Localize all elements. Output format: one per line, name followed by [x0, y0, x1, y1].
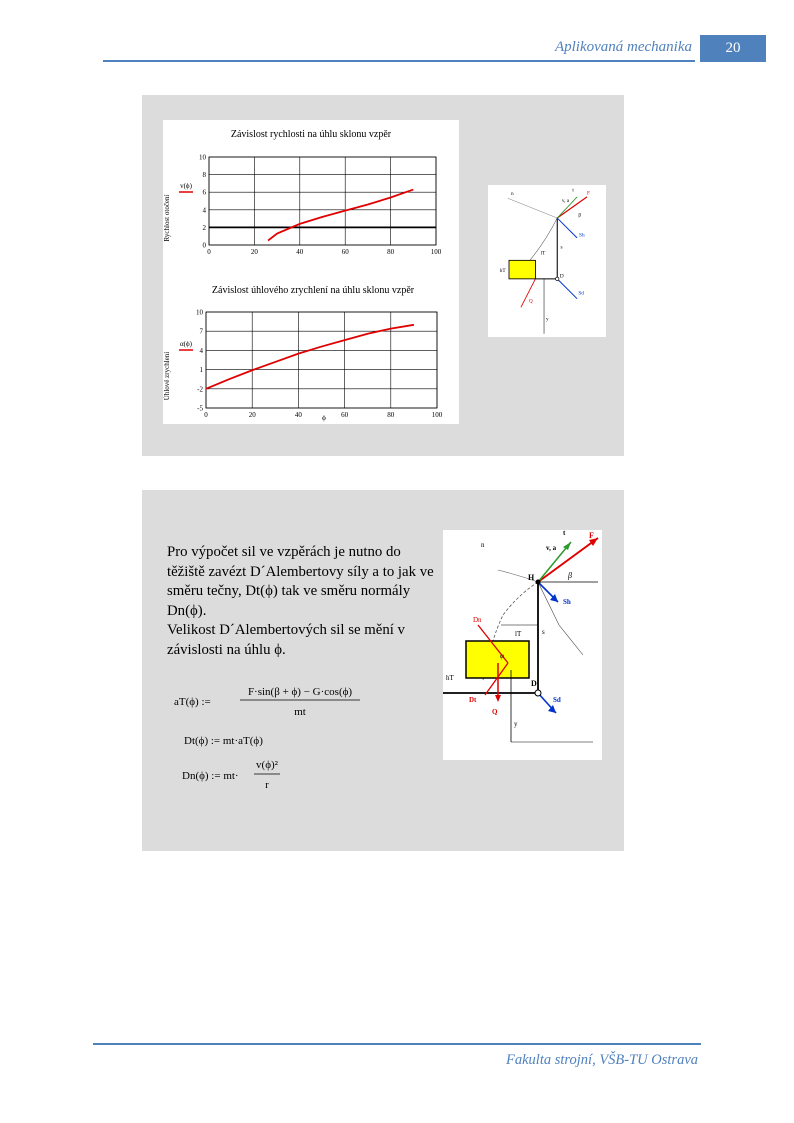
formula-Dn-denominator: r [265, 779, 269, 791]
charts-panel [163, 120, 459, 424]
mechanism-diagram-large [443, 530, 602, 760]
chart1-ytick: 4 [202, 206, 206, 215]
large-label-D: D [531, 679, 537, 688]
small-label-D: D [559, 273, 564, 280]
chart2-ytick: 1 [199, 366, 203, 375]
small-label-Q: Q [528, 298, 533, 305]
mechanism-small-svg [488, 185, 606, 337]
small-label-n: n [510, 190, 514, 197]
slide2-text [167, 543, 442, 661]
large-label-s: s [542, 628, 545, 636]
small-label-va: v, a [561, 198, 570, 205]
large-label-Q: Q [492, 708, 498, 716]
chart2-title: Závislost úhlového zrychlení na úhlu sklonu vzpěr [211, 285, 415, 296]
chart2-xtick: 40 [294, 411, 302, 419]
chart1-ylabel: Rychlost otočení [163, 194, 171, 242]
chart2-ylabel: Úhlové zrychlení [163, 351, 171, 401]
large-label-Dn-top: Dn [473, 616, 482, 624]
chart2-ytick: -5 [197, 404, 203, 413]
chart1-xtick: 0 [207, 248, 211, 256]
large-label-Sd: Sd [553, 696, 561, 704]
small-label-F: F [586, 190, 590, 197]
formula-Dt: Dt(ϕ) := mt·aT(ϕ) [184, 735, 263, 747]
charts-svg [163, 120, 459, 424]
chart2-xlabel: ϕ [322, 414, 326, 422]
large-label-n: n [481, 541, 485, 549]
small-label-Sd: Sd [578, 290, 584, 297]
small-label-hT: hT [499, 268, 506, 275]
small-label-y: y [546, 316, 549, 323]
chart1-ytick: 6 [202, 188, 206, 197]
formulas [162, 675, 422, 805]
large-label-F: F [589, 531, 594, 540]
large-label-Dt: Dt [469, 696, 477, 704]
formula-aT-lhs: aT(ϕ) := [174, 696, 211, 708]
formula-aT-denominator: mt [294, 706, 306, 718]
large-label-t: t [563, 530, 566, 537]
slide2-paragraph-2: Velikost D´Alembertových sil se mění v závislosti na úhlu ϕ. [167, 622, 405, 658]
small-label-t: t [572, 187, 574, 194]
chart1-ytick: 8 [202, 171, 206, 180]
chart2-series-line [206, 325, 414, 389]
chart2-ytick: 7 [199, 327, 203, 336]
chart2-plot [196, 309, 443, 420]
chart1-plot [199, 154, 442, 257]
chart1-xtick: 100 [430, 248, 442, 256]
large-label-H: H [528, 573, 535, 582]
chart1-title: Závislost rychlosti na úhlu sklonu vzpěr [230, 129, 392, 140]
chart1-ytick: 10 [199, 153, 206, 162]
chart2-xtick: 20 [248, 411, 256, 419]
chart2-legend: α(ϕ) [179, 340, 193, 348]
small-label-s: s [560, 244, 563, 251]
footer-text: Fakulta strojní, VŠB-TU Ostrava [506, 1052, 698, 1068]
mechanism-large-svg [443, 530, 602, 760]
chart1-series-line [268, 190, 413, 241]
large-label-va: v, a [546, 544, 557, 552]
chart1-xtick: 60 [341, 248, 349, 256]
chart1-ytick: 2 [202, 223, 206, 232]
formula-Dn-lhs: Dn(ϕ) := mt· [182, 770, 239, 782]
chart1-xtick: 40 [296, 248, 304, 256]
chart1-ytick: 0 [202, 241, 206, 250]
chart2-ytick: 4 [199, 346, 203, 355]
small-label-beta: β [578, 212, 582, 219]
footer-rule [93, 1043, 701, 1045]
large-label-phi: φ [500, 652, 504, 660]
small-label-Sh: Sh [579, 232, 585, 239]
chart2-ytick: -2 [197, 385, 203, 394]
chart2-xtick: 80 [387, 411, 395, 419]
formula-Dn-numerator: v(ϕ)² [256, 759, 278, 771]
slide-dalembert [142, 490, 624, 851]
large-label-Sh: Sh [563, 598, 571, 606]
formula-aT-numerator: F·sin(β + ϕ) − G·cos(ϕ) [247, 686, 353, 698]
chart2-xtick: 60 [341, 411, 349, 419]
large-label-lT: lT [515, 630, 522, 638]
chart2-ytick: 10 [196, 308, 203, 317]
header-rule [103, 60, 695, 62]
slide-charts [142, 95, 624, 456]
page-number: 20 [700, 35, 766, 62]
chart1-frame [209, 157, 436, 245]
chart2-xtick: 0 [204, 411, 208, 419]
large-label-y: y [514, 720, 518, 728]
large-label-hT: hT [446, 674, 454, 682]
header-title: Aplikovaná mechanika [554, 39, 692, 55]
slide2-paragraph-1: Pro výpočet sil ve vzpěrách je nutno do těžiště zavézt D´Alembertovy síly a to jak ve směru tečny, Dt(ϕ) tak ve směru normály Dn(ϕ). [167, 544, 434, 619]
mechanism-diagram-small [488, 185, 606, 337]
small-label-lT: lT [540, 250, 546, 257]
chart1-legend: v(ϕ) [180, 182, 192, 190]
chart2-xtick: 100 [431, 411, 443, 419]
chart1-xtick: 80 [387, 248, 395, 256]
large-label-beta: β [568, 571, 572, 580]
chart1-xtick: 20 [250, 248, 258, 256]
